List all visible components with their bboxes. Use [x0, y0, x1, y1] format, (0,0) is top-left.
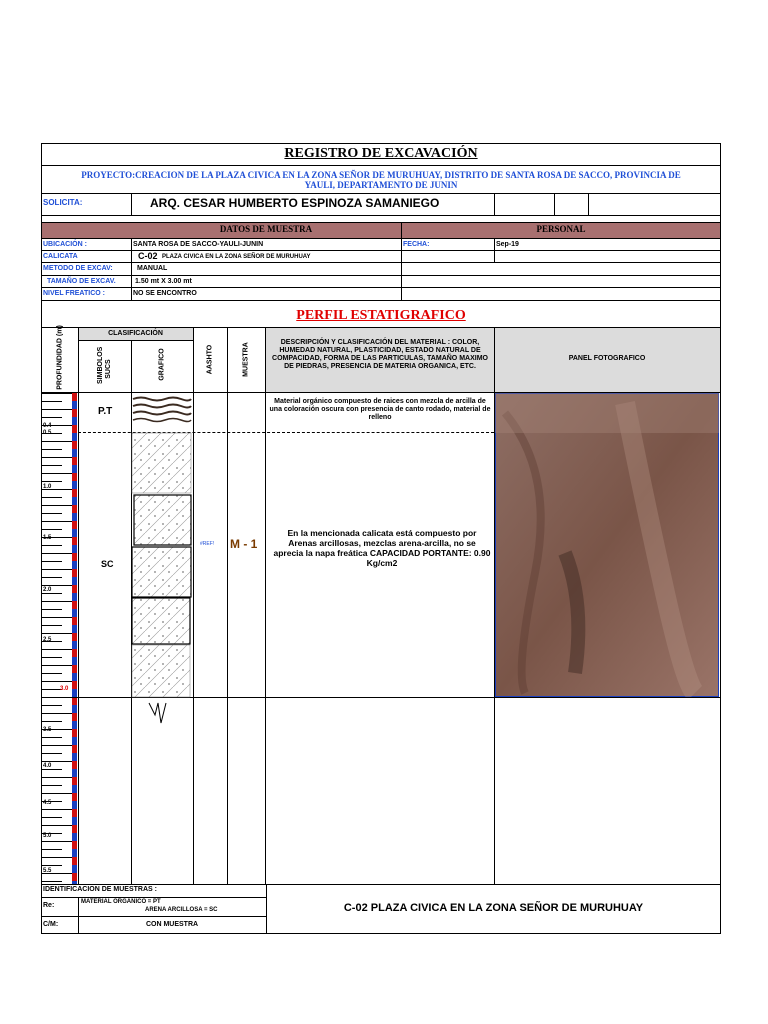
layer-sc-description: En la mencionada calicata está compuesto por Arenas arcillosas, mezclas arena-arcilla, no se aprecia la napa freática CAPACIDAD PORTANTE: 0.90 Kg/cm2 — [273, 528, 491, 568]
depth-tick — [42, 569, 72, 570]
sand-clay-layer-graphic — [132, 433, 191, 697]
depth-label: 5.0 — [43, 833, 52, 839]
depth-label: 0.4 — [43, 423, 52, 429]
divider — [41, 193, 721, 194]
depth-tick — [42, 505, 72, 506]
layer-sc-symbol: SC — [101, 559, 114, 569]
depth-tick — [42, 601, 72, 602]
solicita-label: SOLICITA: — [43, 198, 83, 207]
depth-bar-segment — [72, 577, 77, 585]
depth-bar-segment — [72, 521, 77, 529]
depth-tick — [42, 401, 62, 402]
depth-bar-segment — [72, 561, 77, 569]
depth-bar-segment — [72, 553, 77, 561]
cm-value: CON MUESTRA — [145, 921, 199, 928]
personal-header: PERSONAL — [536, 224, 586, 234]
depth-bar-segment — [72, 753, 77, 761]
depth-bar-segment — [72, 601, 77, 609]
depth-bar-segment — [72, 761, 77, 769]
depth-label: 5.5 — [43, 868, 52, 874]
depth-tick — [42, 521, 72, 522]
tamano-label: TAMAÑO DE EXCAV. — [47, 278, 116, 285]
depth-label: 1.5 — [43, 535, 52, 541]
depth-tick — [42, 857, 72, 858]
depth-tick — [42, 705, 62, 706]
calicata-label: CALICATA — [43, 253, 78, 260]
depth-label: 1.0 — [43, 484, 52, 490]
depth-tick — [42, 825, 72, 826]
depth-bar-segment — [72, 713, 77, 721]
depth-tick — [42, 633, 72, 634]
depth-tick — [42, 841, 72, 842]
depth-bar-segment — [72, 681, 77, 689]
nivel-label: NIVEL FREATICO : — [43, 290, 105, 297]
depth-tick — [42, 809, 72, 810]
depth-bar-segment — [72, 473, 77, 481]
depth-bar-segment — [72, 833, 77, 841]
depth-bar-segment — [72, 625, 77, 633]
depth-tick — [42, 817, 62, 818]
organic-layer-graphic — [132, 395, 192, 431]
depth-tick — [42, 745, 72, 746]
depth-bar-segment — [72, 441, 77, 449]
depth-bar-segment — [72, 409, 77, 417]
aashto-header: AASHTO — [206, 344, 214, 375]
depth-tick — [42, 625, 62, 626]
depth-bar-segment — [72, 745, 77, 753]
calicata-value: PLAZA CIVICA EN LA ZONA SEÑOR DE MURUHUAY — [162, 254, 311, 260]
aashto-value: #REF! — [200, 541, 215, 547]
depth-bar-segment — [72, 537, 77, 545]
depth-label: 3.5 — [43, 727, 52, 733]
re-line-1: MATERIAL ORGANICO = PT — [81, 899, 161, 905]
clasificacion-header: CLASIFICACIÓN — [108, 330, 163, 337]
depth-bar-segment — [72, 609, 77, 617]
metodo-label: METODO DE EXCAV: — [43, 265, 113, 272]
depth-tick — [42, 585, 72, 586]
depth-tick — [42, 545, 62, 546]
ubicacion-label: UBICACIÓN : — [43, 241, 87, 248]
photo-panel — [495, 393, 719, 697]
depth-bar-segment — [72, 801, 77, 809]
depth-tick — [42, 393, 72, 394]
depth-bar-segment — [72, 657, 77, 665]
layer-pt-symbol: P.T — [98, 406, 113, 417]
depth-tick — [42, 713, 72, 714]
depth-label: 0.5 — [43, 430, 52, 436]
project-title: PROYECTO:CREACION DE LA PLAZA CIVICA EN LA ZONA SEÑOR DE MURUHUAY, DISTRITO DE SANTA ROSA DE SACCO, PROVINCIA DE YAULI, DEPARTAMENTO DE JUNIN — [81, 170, 681, 190]
profundidad-header: PROFUNDIDAD (m) — [56, 325, 64, 390]
grafico-header: GRAFICO — [158, 348, 166, 381]
re-label: Re: — [43, 902, 55, 909]
depth-bar-segment — [72, 777, 77, 785]
nivel-value: NO SE ENCONTRO — [133, 290, 197, 297]
depth-tick — [42, 849, 62, 850]
depth-tick — [42, 689, 62, 690]
layer-pt-description: Material orgánico compuesto de raices con mezcla de arcilla de una coloración oscura con presencia de canto rodado, material de relleno — [269, 398, 491, 421]
depth-tick — [42, 881, 62, 882]
depth-bar-segment — [72, 401, 77, 409]
depth-bar-segment — [72, 585, 77, 593]
depth-bar-segment — [72, 841, 77, 849]
re-line-2: ARENA ARCILLOSA = SC — [145, 907, 218, 913]
depth-tick — [42, 457, 72, 458]
depth-bar-segment — [72, 873, 77, 881]
fecha-value: Sep-19 — [496, 241, 519, 248]
simbolos-header: SIMBOLOS SUCS — [97, 346, 112, 384]
depth-tick — [42, 609, 62, 610]
depth-tick — [42, 737, 62, 738]
depth-bar-segment — [72, 705, 77, 713]
depth-tick — [42, 753, 62, 754]
depth-bar-segment — [72, 393, 77, 401]
depth-tick — [42, 769, 62, 770]
depth-tick — [42, 673, 62, 674]
depth-label: 2.0 — [43, 587, 52, 593]
depth-bar-segment — [72, 489, 77, 497]
depth-tick — [42, 777, 72, 778]
depth-bar-segment — [72, 689, 77, 697]
depth-tick — [42, 761, 72, 762]
depth-bar-segment — [72, 849, 77, 857]
depth-bar-segment — [72, 729, 77, 737]
depth-tick — [42, 577, 62, 578]
depth-tick — [42, 465, 62, 466]
depth-bar-segment — [72, 649, 77, 657]
depth-tick — [42, 481, 62, 482]
depth-bar-segment — [72, 465, 77, 473]
depth-tick — [42, 793, 72, 794]
calicata-code: C-02 — [138, 251, 158, 261]
soil-graphic — [131, 393, 193, 733]
depth-tick — [42, 441, 72, 442]
depth-tick — [42, 473, 72, 474]
depth-tick — [42, 497, 62, 498]
depth-bar-segment — [72, 513, 77, 521]
depth-bar-segment — [72, 673, 77, 681]
depth-bar-segment — [72, 825, 77, 833]
depth-tick — [42, 681, 72, 682]
depth-bar-segment — [72, 497, 77, 505]
depth-bar-segment — [72, 737, 77, 745]
end-of-pit-marker — [149, 703, 166, 723]
depth-label: 3.0 — [60, 686, 69, 692]
depth-tick — [42, 417, 62, 418]
depth-bar-segment — [72, 641, 77, 649]
depth-label: 4.0 — [43, 763, 52, 769]
ident-muestras-label: IDENTIFICACION DE MUESTRAS : — [43, 886, 157, 893]
depth-bar-segment — [72, 857, 77, 865]
panel-header: PANEL FOTOGRAFICO — [568, 355, 646, 362]
divider — [41, 165, 721, 166]
depth-tick — [42, 593, 62, 594]
depth-tick — [42, 553, 72, 554]
depth-label: 2.5 — [43, 637, 52, 643]
solicita-value: ARQ. CESAR HUMBERTO ESPINOZA SAMANIEGO — [150, 196, 440, 210]
depth-bar-segment — [72, 769, 77, 777]
depth-tick — [42, 617, 72, 618]
descripcion-header: DESCRIPCIÓN Y CLASIFICACIÓN DEL MATERIAL : COLOR, HUMEDAD NATURAL, PLASTICIDAD, ESTADO NATURAL DE COMPACIDAD, FORMA DE LAS PARTICULAS, TAMAÑO MAXIMO DE PIEDRAS, PRESENCIA DE MATERIA ORGANICA, ETC. — [272, 339, 488, 370]
depth-bar-segment — [72, 721, 77, 729]
depth-bar-segment — [72, 481, 77, 489]
depth-tick — [42, 721, 62, 722]
sample-label: M - 1 — [230, 537, 258, 551]
depth-tick — [42, 513, 62, 514]
depth-tick — [42, 409, 72, 410]
depth-bar-segment — [72, 633, 77, 641]
depth-tick — [42, 865, 62, 866]
depth-bar-segment — [72, 545, 77, 553]
depth-bar-segment — [72, 865, 77, 873]
depth-bar-segment — [72, 785, 77, 793]
footer-calicata-title: C-02 PLAZA CIVICA EN LA ZONA SEÑOR DE MURUHUAY — [343, 902, 644, 914]
tamano-value: 1.50 mt X 3.00 mt — [135, 278, 192, 285]
metodo-value: MANUAL — [137, 265, 168, 272]
depth-bar-segment — [72, 569, 77, 577]
depth-tick — [42, 657, 62, 658]
depth-bar-segment — [72, 449, 77, 457]
cm-label: C/M: — [43, 921, 59, 928]
depth-bar-segment — [72, 505, 77, 513]
depth-tick — [42, 785, 62, 786]
datos-de-muestra-header: DATOS DE MUESTRA — [219, 224, 313, 234]
depth-bar-segment — [72, 793, 77, 801]
depth-tick — [42, 449, 62, 450]
depth-bar-segment — [72, 433, 77, 441]
depth-bar-segment — [72, 457, 77, 465]
ubicacion-value: SANTA ROSA DE SACCO-YAULI-JUNIN — [133, 241, 264, 248]
depth-tick — [42, 529, 62, 530]
depth-bar-segment — [72, 617, 77, 625]
depth-bar-segment — [72, 529, 77, 537]
muestra-header: MUESTRA — [242, 342, 250, 377]
depth-bar-segment — [72, 417, 77, 425]
depth-tick — [42, 561, 62, 562]
depth-tick — [42, 665, 72, 666]
depth-bar-segment — [72, 809, 77, 817]
depth-bar-segment — [72, 697, 77, 705]
depth-tick — [42, 649, 72, 650]
depth-label: 4.5 — [43, 800, 52, 806]
depth-bar-segment — [72, 593, 77, 601]
depth-bar-segment — [72, 425, 77, 433]
perfil-title: PERFIL ESTATIGRAFICO — [296, 308, 466, 323]
page-title: REGISTRO DE EXCAVACIÓN — [284, 146, 478, 161]
depth-bar-segment — [72, 665, 77, 673]
depth-bar-segment — [72, 817, 77, 825]
fecha-label: FECHA: — [403, 241, 430, 248]
